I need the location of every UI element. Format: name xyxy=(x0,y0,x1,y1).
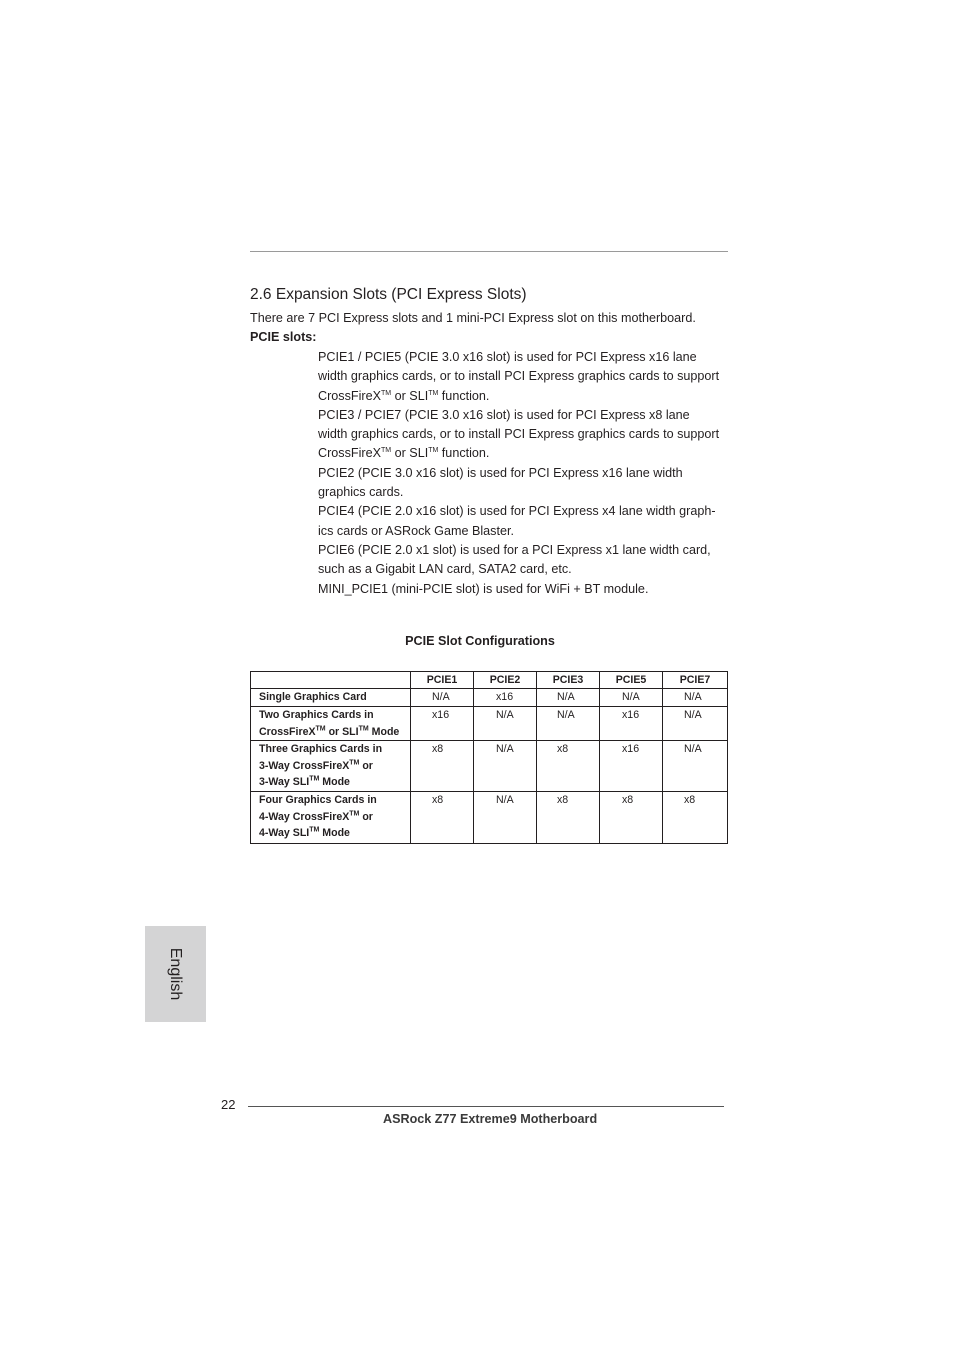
value-cell: x16 xyxy=(600,741,663,792)
value-cell: N/A xyxy=(663,741,728,792)
value-cell: x8 xyxy=(411,741,474,792)
tm-mark: TM xyxy=(428,389,439,397)
value-cell: N/A xyxy=(411,689,474,707)
sli-text: or SLI xyxy=(391,446,429,461)
pcie-slots-label: PCIE slots: xyxy=(250,330,317,344)
value-cell: N/A xyxy=(474,707,537,741)
language-tab-label: English xyxy=(167,947,184,1001)
language-tab xyxy=(145,926,206,1022)
row-label: Three Graphics Cards in 3-Way CrossFireX™ or 3-Way SLI™ Mode xyxy=(251,741,411,792)
tm-mark: TM xyxy=(428,447,439,455)
row-label: Four Graphics Cards in 4-Way CrossFireX™ or 4-Way SLI™ Mode xyxy=(251,792,411,844)
header-cell: PCIE7 xyxy=(663,672,728,689)
pcie-config-table xyxy=(250,671,728,844)
function-text: function. xyxy=(438,388,490,403)
value-cell: N/A xyxy=(663,689,728,707)
desc-line: PCIE6 (PCIE 2.0 x1 slot) is used for a PCI Express x1 lane width card, xyxy=(318,542,711,557)
value-cell: N/A xyxy=(537,707,600,741)
desc-line: PCIE2 (PCIE 3.0 x16 slot) is used for PCI Express x16 lane width xyxy=(318,465,683,480)
desc-line xyxy=(318,444,730,463)
table-header-row xyxy=(251,672,728,689)
desc-line xyxy=(318,387,730,406)
value-cell: N/A xyxy=(600,689,663,707)
table-row xyxy=(251,707,728,741)
desc-line: width graphics cards, or to install PCI Express graphics cards to support xyxy=(318,369,720,384)
header-cell: PCIE2 xyxy=(474,672,537,689)
table-row xyxy=(251,689,728,707)
tm-mark: TM xyxy=(380,389,392,397)
sli-text: or SLI xyxy=(391,388,429,403)
value-cell: N/A xyxy=(537,689,600,707)
desc-line: graphics cards. xyxy=(318,485,404,500)
desc-line: PCIE1 / PCIE5 (PCIE 3.0 x16 slot) is used for PCI Express x16 lane xyxy=(318,350,697,364)
value-cell: x16 xyxy=(411,707,474,741)
section-title: 2.6 Expansion Slots (PCI Express Slots) xyxy=(250,286,527,303)
value-cell: x8 xyxy=(537,792,600,844)
row-label: Two Graphics Cards in CrossFireX™ or SLI™ Mode xyxy=(251,707,411,741)
table-title: PCIE Slot Configurations xyxy=(405,634,555,648)
value-cell: N/A xyxy=(663,707,728,741)
tm-mark: TM xyxy=(380,447,392,455)
value-cell: x8 xyxy=(537,741,600,792)
header-cell: PCIE5 xyxy=(600,672,663,689)
table-row xyxy=(251,792,728,844)
desc-line: ics cards or ASRock Game Blaster. xyxy=(318,523,514,538)
header-cell: PCIE1 xyxy=(411,672,474,689)
value-cell: x16 xyxy=(474,689,537,707)
desc-line: PCIE4 (PCIE 2.0 x16 slot) is used for PCI Express x4 lane width graph- xyxy=(318,504,716,519)
crossfirex-text: CrossFireX xyxy=(318,388,381,403)
value-cell: N/A xyxy=(474,792,537,844)
value-cell: x16 xyxy=(600,707,663,741)
row-label: Single Graphics Card xyxy=(251,689,411,707)
function-text: function. xyxy=(438,446,490,461)
page-number: 22 xyxy=(221,1097,236,1112)
value-cell: N/A xyxy=(474,741,537,792)
footer-rule xyxy=(248,1106,724,1107)
desc-line: width graphics cards, or to install PCI Express graphics cards to support xyxy=(318,427,720,442)
desc-line: MINI_PCIE1 (mini-PCIE slot) is used for WiFi + BT module. xyxy=(318,581,649,596)
table-row xyxy=(251,741,728,792)
desc-line: PCIE3 / PCIE7 (PCIE 3.0 x16 slot) is used for PCI Express x8 lane xyxy=(318,407,690,422)
desc-line: such as a Gigabit LAN card, SATA2 card, etc. xyxy=(318,562,572,577)
value-cell: x8 xyxy=(663,792,728,844)
value-cell: x8 xyxy=(600,792,663,844)
value-cell: x8 xyxy=(411,792,474,844)
header-cell: PCIE3 xyxy=(537,672,600,689)
slot-descriptions xyxy=(318,348,730,599)
crossfirex-text: CrossFireX xyxy=(318,446,381,461)
footer-text: ASRock Z77 Extreme9 Motherboard xyxy=(383,1112,598,1126)
header-rule xyxy=(250,251,728,252)
header-empty-cell xyxy=(251,672,411,689)
intro-text: There are 7 PCI Express slots and 1 mini-PCI Express slot on this motherboard. xyxy=(250,311,696,325)
